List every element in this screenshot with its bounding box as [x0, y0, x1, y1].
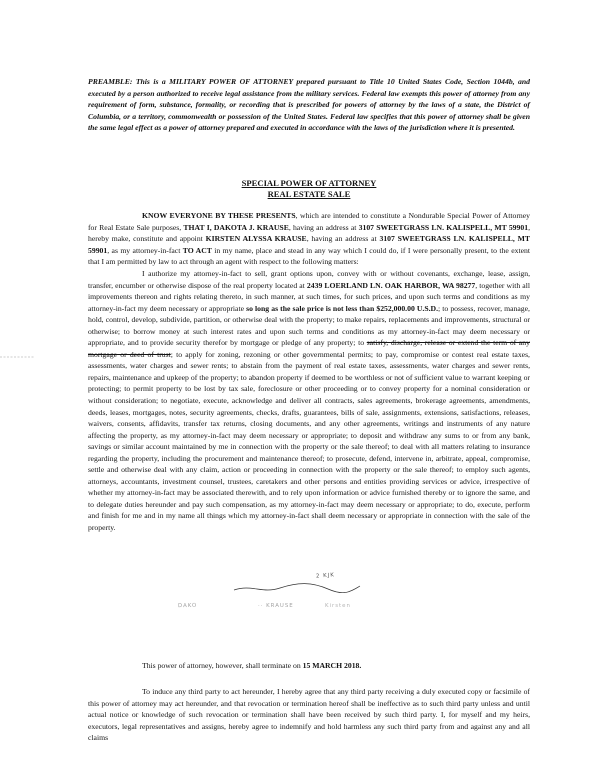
intro-paragraph: KNOW EVERYONE BY THESE PRESENTS, which are intended to constitute a Nondurable Special Power of Attorney for Real Estate Sale purposes, THAT I, DAKOTA J. KRAUSE, having an address at 3107 SWEETGRASS LN. KALISPELL, MT 59901, hereby make, constitute and appoint KIRSTEN ALYSSA KRAUSE, having an address at 3107 SWEETGRASS LN. KALISPELL, MT 59901, as my attorney-in-fact TO ACT in my name, place and stead in any way which I could do, if I were personally present, to the extent that I am permitted by law to act through an agent with respect to the following matters:	[88, 211, 531, 267]
agent-address: 3107 SWEETGRASS LN. KALISPELL, MT 59901	[88, 234, 530, 255]
authority-paragraph: I authorize my attorney-in-fact to sell, grant options upon, convey with or without covenants, exchange, lease, assign, transfer, encumber or otherwise dispose of the real property located at 2439 LOERLAND LN. OAK HARBOR, WA 98277, together with all improvements thereon and rights relating thereto, in such manner, at such times, for such prices, and upon such terms and conditions as my attorney-in-fact my deem necessary or appropriate so long as the sale price is not less than $252,000.00 U.S.D.; to possess, recover, manage, hold, control, develop, subdivide, partition, or otherwise deal with the property; to make repairs, replacements and improvements, structural or otherwise; to borrow money at such interest rates and upon such terms and conditions as my attorney-in-fact may deem necessary or appropriate, and to provide security therefor by mortgage or pledge of any property; to satisfy, discharge, release or extend the term of any mortgage or deed of trust; to apply for zoning, rezoning or other governmental permits; to pay, compromise or contest real estate taxes, assessments, water charges and sewer rents; to abstain from the payment of real estate taxes, assessments, water charges and sewer rents, repairs, maintenance and upkeep of the property; to abandon property if deemed to be worthless or not of sufficient value to warrant keeping or protecting; to permit property to be lost by tax sale, foreclosure or other proceeding or to convey property for a nominal consideration or without consideration; to negotiate, execute, acknowledge and deliver all contracts, sales agreements, brokerage agreements, amendments, deeds, leases, mortgages, notes, security agreements, checks, drafts, guarantees, bills of sale, assignments, extensions, satisfactions, releases, waivers, consents, affidavits, transfer tax returns, closing documents, and any other agreements, writings and instruments of any nature affecting the property, as my attorney-in-fact may deem necessary or appropriate; to deposit and withdraw any sums to or from any bank, savings or similar account maintained by me in connection with the property or the sale thereof; to deal with all matters relating to insurance regarding the property, including the procurement and maintenance thereof; to prosecute, defend, intervene in, arbitrate, appeal, compromise, settle and otherwise deal with any claim, action or proceeding in connection with the property or the sale thereof; to employ such agents, attorneys, accountants, investment counsel, trustees, caretakers and other persons and entities providing services or advice, irrespective of whether my attorney-in-fact may be associated therewith, and to rely upon information or advice furnished thereby or to ignore the same, and to delegate duties hereunder and pay such compensation, as my attorney-in-fact may deem necessary or appropriate; to do, execute, perform and finish for me and in my name all things which my attorney-in-fact shall deem necessary or appropriate in connection with the sale of the property.	[88, 269, 530, 533]
agent-name: KIRSTEN ALYSSA KRAUSE	[205, 234, 307, 244]
document-title	[88, 178, 530, 199]
title-line-2: REAL ESTATE SALE	[267, 188, 351, 199]
principal-name: THAT I, DAKOTA J. KRAUSE	[183, 222, 289, 232]
property-address: 2439 LOERLAND LN. OAK HARBOR, WA 98277	[306, 280, 476, 290]
bleed-through-text-3: Kirsten	[325, 603, 351, 609]
to-act: TO ACT	[182, 245, 212, 255]
title-line-1: SPECIAL POWER OF ATTORNEY	[241, 178, 377, 188]
principal-address: 3107 SWEETGRASS LN. KALISPELL, MT 59901	[358, 222, 529, 232]
bleed-through-text-2: ·· KRAUSE	[258, 603, 294, 609]
handwritten-scribble	[232, 580, 362, 596]
struck-out-clause: satisfy, discharge, release or extend the term of any mortgage or deed of trust	[88, 338, 530, 359]
minimum-sale-price: so long as the sale price is not less than $252,000.00 U.S.D.	[246, 303, 439, 313]
termination-date: 15 MARCH 2018.	[302, 661, 362, 670]
preamble: PREAMBLE: This is a MILITARY POWER OF ATTORNEY prepared pursuant to Title 10 United States Code, Section 1044b, and executed by a person authorized to receive legal assistance from the military services. Federal law exempts this power of attorney from any requirement of form, substance, formality, or recording that is prescribed for powers of attorney by the laws of a state, the District of Columbia, or a territory, commonwealth or possession of the United States. Federal law specifies that this power of attorney shall be given the same legal effect as a power of attorney prepared and executed in accordance with the laws of the jurisdiction where it is presented.	[88, 77, 530, 133]
third-party-paragraph: To induce any third party to act hereunder, I hereby agree that any third party receiving a duly executed copy or facsimile of this power of attorney may act hereunder, and that revocation or termination hereof shall be ineffective as to such third party unless and until actual notice or knowledge of such revocation or termination shall have been received by such third party. I, for myself and my heirs, executors, legal representatives and assigns, hereby agree to indemnify and hold harmless any such third party from and against any and all claims	[88, 687, 530, 743]
handwritten-initials: 2 KJK	[315, 572, 335, 580]
margin-scan-mark	[0, 354, 34, 360]
intro-heading: KNOW EVERYONE BY THESE PRESENTS	[142, 211, 296, 220]
termination-paragraph: This power of attorney, however, shall terminate on 15 MARCH 2018.	[142, 661, 362, 670]
bleed-through-text-1: DAKO	[177, 602, 198, 610]
